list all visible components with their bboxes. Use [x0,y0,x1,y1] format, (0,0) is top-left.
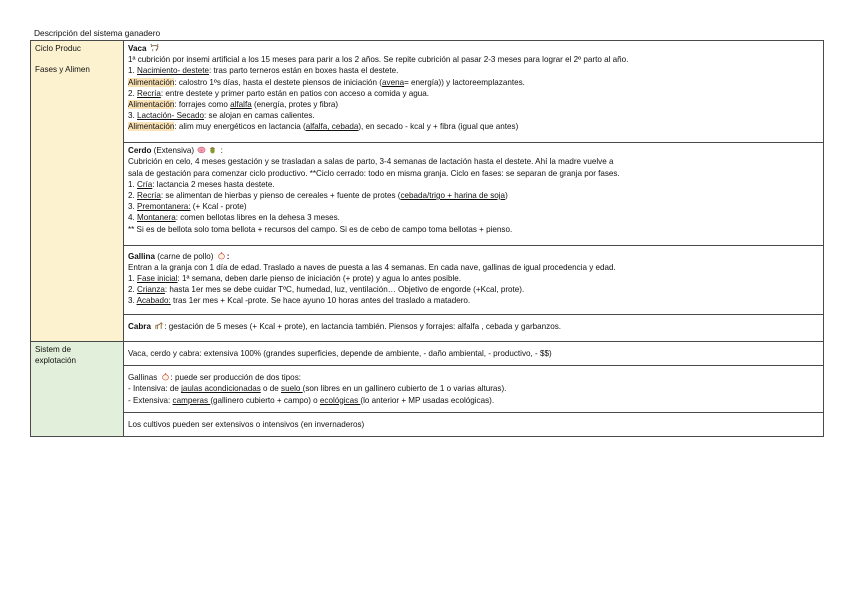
table-row-cerdo [31,143,824,245]
label-sistem-2: explotación [35,356,76,365]
vaca-line-7: Alimentación: alim muy energéticos en lactancia (alfalfa, cebada), en secado - kcal y + fibra (igual que antes) [128,122,519,132]
gallina-heading: Gallina (carne de pollo) : [128,251,230,261]
vaca-line-6: 3. Lactación- Secado: se alojan en camas calientes. [128,111,315,121]
cell-cerdo[interactable] [124,143,824,245]
cerdo-line-2: sala de gestación para comenzar ciclo productivo. **Ciclo cerrado: todo en misma granja. Ciclo en fases: se separan de granja por fases. [128,168,620,178]
cerdo-line-6: 4. Montanera: comen bellotas libres en la dehesa 3 meses. [128,213,340,223]
cerdo-line-3: 1. Cría: lactancia 2 meses hasta destete. [128,179,275,189]
vaca-line-1: 1ª cubrición por insemi artificial a los 15 meses para parir a los 2 años. Se repite cubrición al pasar 2-3 meses para lograr el 2º parto al año. [128,55,629,65]
table-row-sistema-gallinas [31,366,824,413]
cerdo-line-7: ** Si es de bellota solo toma bellota + recursos del campo. Si es de cebo de campo toma bellotas + pienso. [128,224,513,234]
label-cell-sistema[interactable] [31,342,124,437]
cell-vaca[interactable] [124,41,824,143]
cerdo-line-4: 2. Recría: se alimentan de hierbas y pienso de cereales + fuente de protes (cebada/trigo + harina de soja) [128,191,508,201]
vaca-line-5: Alimentación: forrajes como alfalfa (energía, protes y fibra) [128,100,339,110]
gallina-line-2: 1. Fase inicial: 1ª semana, deben darle pienso de iniciación (+ prote) y agua lo antes posible. [128,273,462,283]
goat-icon [154,321,163,330]
sistema-gallinas-head: Gallinas : puede ser producción de dos tipos: [128,373,301,383]
label-ciclo: Ciclo Produc [35,44,81,53]
cerdo-line-1: Cubrición en celo, 4 meses gestación y se trasladan a salas de parto, 3-4 semanas de lactación hasta el destete. Ahí la madre vuelve a [128,157,614,167]
cerdo-line-5: 3. Premontanera: (+ Kcal - prote) [128,202,247,212]
table-row-vaca [31,41,824,143]
cell-sistema-cultivos[interactable] [124,412,824,436]
chicken-icon [217,251,226,260]
cerdo-name: Cerdo [128,146,152,156]
label-cell-ciclo[interactable] [31,41,124,342]
cabra-line: Cabra : gestación de 5 meses (+ Kcal + prote), en lactancia también. Piensos y forrajes: alfalfa , cebada y garbanzos. [128,321,562,331]
vaca-heading [128,43,819,54]
sistema-extensiva: Vaca, cerdo y cabra: extensiva 100% (grandes superficies, depende de ambiente, - daño ambiental, - productivo, - $$) [128,349,552,358]
table-row-cabra [31,314,824,341]
table-row-sistema-cultivos [31,412,824,436]
gallina-name: Gallina [128,251,155,261]
livestock-table [30,40,824,437]
sistema-intensiva: - Intensiva: de jaulas acondicionadas o de suelo (son libres en un gallinero cubierto de 1 o varias alturas). [128,384,507,394]
vaca-line-3: Alimentación: calostro 1ºs días, hasta el destete piensos de iniciación (avena= energía)) y lactoreemplazantes. [128,77,525,87]
cell-sistema-gallinas[interactable] [124,366,824,413]
gallina-line-4: 3. Acabado: tras 1er mes + Kcal -prote. Se hace ayuno 10 horas antes del traslado a matadero. [128,296,471,306]
cell-sistema-extensiva[interactable] [124,342,824,366]
gallina-line-1: Entran a la granja con 1 día de edad. Traslado a naves de puesta a las 4 semanas. En cada nave, gallinas de igual procedencia y edad. [128,262,616,272]
chicken-icon [161,372,170,381]
label-sistem-1: Sistem de [35,345,71,354]
cell-cabra[interactable] [124,314,824,341]
label-fases: Fases y Alimen [35,65,90,74]
cerdo-heading: Cerdo (Extensiva) : [128,146,223,156]
vaca-name: Vaca [128,44,147,53]
document-title: Descripción del sistema ganadero [34,28,161,38]
table-row-gallina [31,245,824,314]
vaca-line-4: 2. Recría: entre destete y primer parto están en patios con acceso a comida y agua. [128,88,429,98]
vaca-line-2: 1. Nacimiento- destete: tras parto terneros están en boxes hasta el destete. [128,66,399,76]
cell-gallina[interactable] [124,245,824,314]
cow-icon [150,43,159,52]
pig-icon [197,145,206,154]
sistema-cultivos: Los cultivos pueden ser extensivos o intensivos (en invernaderos) [128,419,365,429]
sistema-extensiva-gallinas: - Extensiva: camperas (gallinero cubierto + campo) o ecológicas (lo anterior + MP usadas ecológicas). [128,395,495,405]
acorn-icon [208,145,217,154]
gallina-line-3: 2. Crianza: hasta 1er mes se debe cuidar TºC, humedad, luz, ventilación… Objetivo de engorde (+Kcal, prote). [128,285,525,295]
cabra-name: Cabra [128,321,151,331]
table-row-sistema-extensiva [31,342,824,366]
